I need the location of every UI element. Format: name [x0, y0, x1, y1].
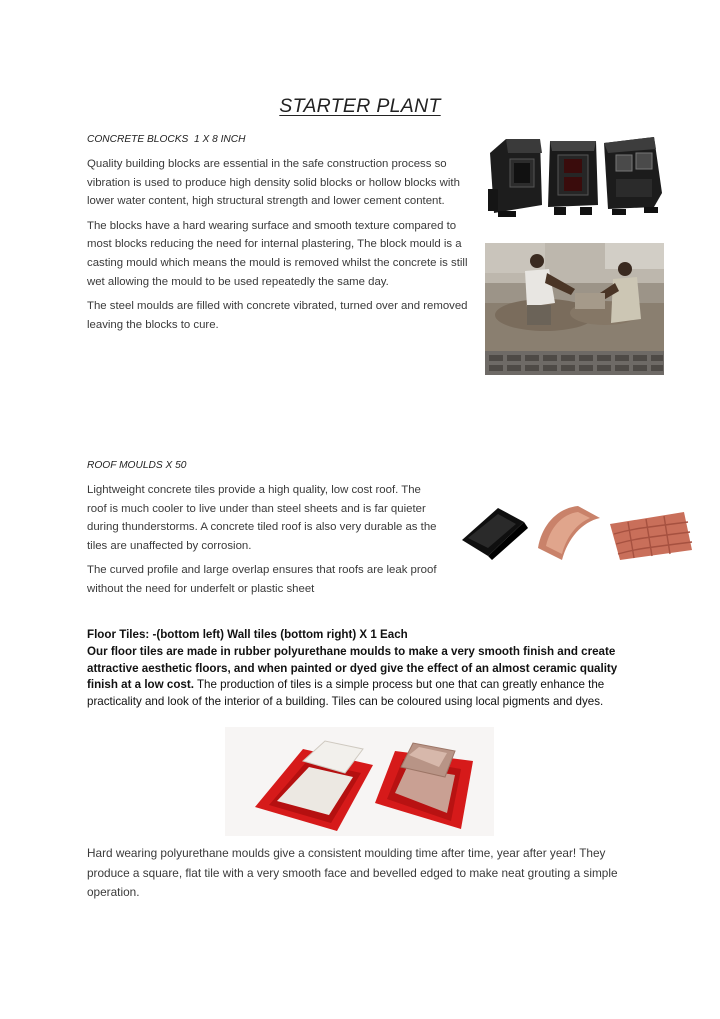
roof-tiles-image: [458, 504, 694, 562]
floor-tiles-heading: Floor Tiles: -(bottom left) Wall tiles (bottom right) X 1 Each: [87, 628, 408, 641]
block-making-workers-photo: [485, 243, 664, 375]
concrete-text: [87, 155, 472, 334]
floor-tiles-section: [87, 627, 632, 711]
floor-tiles-normal-text: The production of tiles is a simple process but one that can greatly enhance the practicality and look of the interior of a building. Tiles can be coloured using local pigments and dyes.: [87, 678, 605, 709]
roof-text: [87, 481, 437, 599]
polyurethane-moulds-text: Hard wearing polyurethane moulds give a consistent moulding time after time, year after year! They produce a square, flat tile with a very smooth face and bevelled edged to make neat grouting a simple operation.: [87, 846, 618, 900]
floor-tiles-bold-text: Our floor tiles are made in rubber polyurethane moulds to make a very smooth finish and create attractive aesthetic floors, and when painted or dyed give the effect of an almost ceramic quality finish at a low cost.: [87, 644, 618, 692]
block-moulds-image: [484, 133, 664, 223]
concrete-paragraph-3: The steel moulds are filled with concrete vibrated, turned over and removed leaving the blocks to cure.: [87, 300, 468, 331]
page-title: STARTER PLANT: [279, 95, 441, 117]
concrete-paragraph-1: Quality building blocks are essential in the safe construction process so vibration is used to produce high density solid blocks or hollow blocks with lower water content, high structural strength and lower cement content.: [87, 158, 460, 208]
roof-paragraph-2: The curved profile and large overlap ensures that roofs are leak proof without the need for underfelt or plastic sheet: [87, 564, 437, 595]
concrete-paragraph-2: The blocks have a hard wearing surface and smooth texture compared to most blocks reducing the need for internal plastering, The block mould is a casting mould which means the mould is removed whilst the concrete is still wet allowing the mould to be used repeatedly the same day.: [87, 219, 468, 288]
roof-moulds-heading: ROOF MOULDS X 50: [87, 460, 187, 471]
tile-moulds-image: [225, 727, 494, 836]
roof-paragraph-1: Lightweight concrete tiles provide a high quality, low cost roof. The roof is much cooler to live under than steel sheets and is far quieter during thunderstorms. A concrete tiled roof is also very durable as the tiles are unaffected by corrosion.: [87, 484, 437, 552]
concrete-blocks-heading: CONCRETE BLOCKS 1 X 8 INCH: [87, 134, 246, 145]
